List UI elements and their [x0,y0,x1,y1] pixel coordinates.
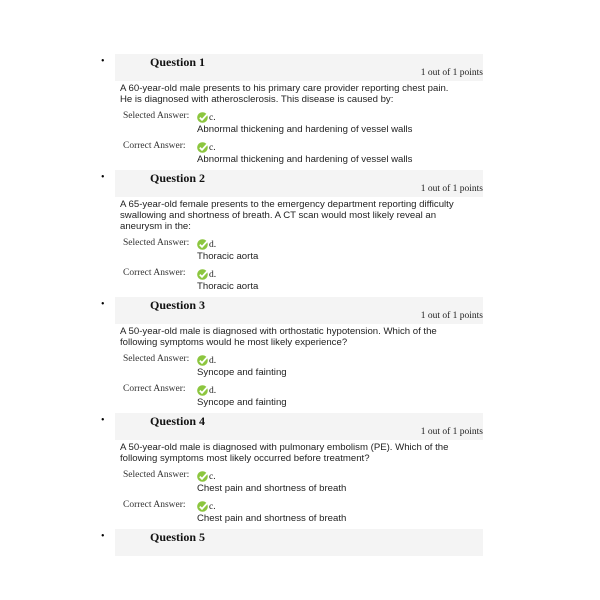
question-header [115,297,483,324]
correct-check-icon [197,383,209,394]
correct-answer-label: Correct Answer: [123,500,186,510]
correct-check-icon [197,353,209,364]
selected-answer-label: Selected Answer: [123,470,190,480]
correct-check-icon [197,469,209,480]
selected-answer-label: Selected Answer: [123,354,190,364]
question-points: 1 out of 1 points [420,311,483,321]
question-text: A 50-year-old male is diagnosed with pulmonary embolism (PE). Which of the following symptoms most likely occurred before treatment? [120,442,449,464]
question-item [101,413,483,529]
selected-answer-letter: d. [209,356,217,366]
question-text: A 50-year-old male is diagnosed with orthostatic hypotension. Which of the following symptoms would he most likely experience? [120,326,437,348]
selected-answer-text: Syncope and fainting [197,367,287,378]
selected-answer [115,469,483,495]
correct-check-icon [197,267,209,278]
correct-answer [115,499,483,525]
correct-check-icon [197,110,209,121]
correct-answer-letter: c. [209,502,216,512]
question-header [115,413,483,440]
bullet: • [101,56,105,67]
correct-answer-text: Thoracic aorta [197,281,259,292]
question-item [101,54,483,170]
selected-answer-letter: c. [209,472,216,482]
correct-answer-letter: c. [209,143,216,153]
bullet: • [101,172,105,183]
correct-answer-label: Correct Answer: [123,384,186,394]
question-list [0,54,600,560]
correct-answer [115,140,483,166]
correct-answer-text: Chest pain and shortness of breath [197,513,347,524]
selected-answer-label: Selected Answer: [123,238,190,248]
correct-answer-text: Abnormal thickening and hardening of vessel walls [197,154,413,165]
question-item [101,170,483,297]
correct-check-icon [197,499,209,510]
question-title: Question 5 [150,530,206,544]
question-title: Question 2 [150,171,206,185]
question-text: A 60-year-old male presents to his primary care provider reporting chest pain. He is diagnosed with atherosclerosis. This disease is caused by: [120,83,449,105]
question-points: 1 out of 1 points [420,68,483,78]
selected-answer [115,110,483,136]
bullet: • [101,299,105,310]
question-item [101,529,483,560]
selected-answer-letter: d. [209,240,217,250]
correct-answer-text: Syncope and fainting [197,397,287,408]
bullet: • [101,531,105,542]
correct-answer [115,267,483,293]
bullet: • [101,415,105,426]
question-header [115,54,483,81]
question-points: 1 out of 1 points [420,427,483,437]
selected-answer [115,237,483,263]
correct-answer-label: Correct Answer: [123,268,186,278]
question-item [101,297,483,413]
selected-answer-text: Abnormal thickening and hardening of vessel walls [197,124,413,135]
correct-answer-letter: d. [209,386,217,396]
question-header [115,170,483,197]
question-points: 1 out of 1 points [420,184,483,194]
correct-check-icon [197,237,209,248]
selected-answer-letter: c. [209,113,216,123]
question-title: Question 3 [150,298,206,312]
question-text: A 65-year-old female presents to the emergency department reporting difficulty swallowing and shortness of breath. A CT scan would most likely reveal an aneurysm in the: [120,199,454,232]
selected-answer-text: Thoracic aorta [197,251,259,262]
selected-answer-text: Chest pain and shortness of breath [197,483,347,494]
correct-answer [115,383,483,409]
selected-answer-label: Selected Answer: [123,111,190,121]
question-title: Question 4 [150,414,206,428]
correct-check-icon [197,140,209,151]
correct-answer-label: Correct Answer: [123,141,186,151]
question-title: Question 1 [150,55,206,69]
selected-answer [115,353,483,379]
question-header [115,529,483,556]
correct-answer-letter: d. [209,270,217,280]
